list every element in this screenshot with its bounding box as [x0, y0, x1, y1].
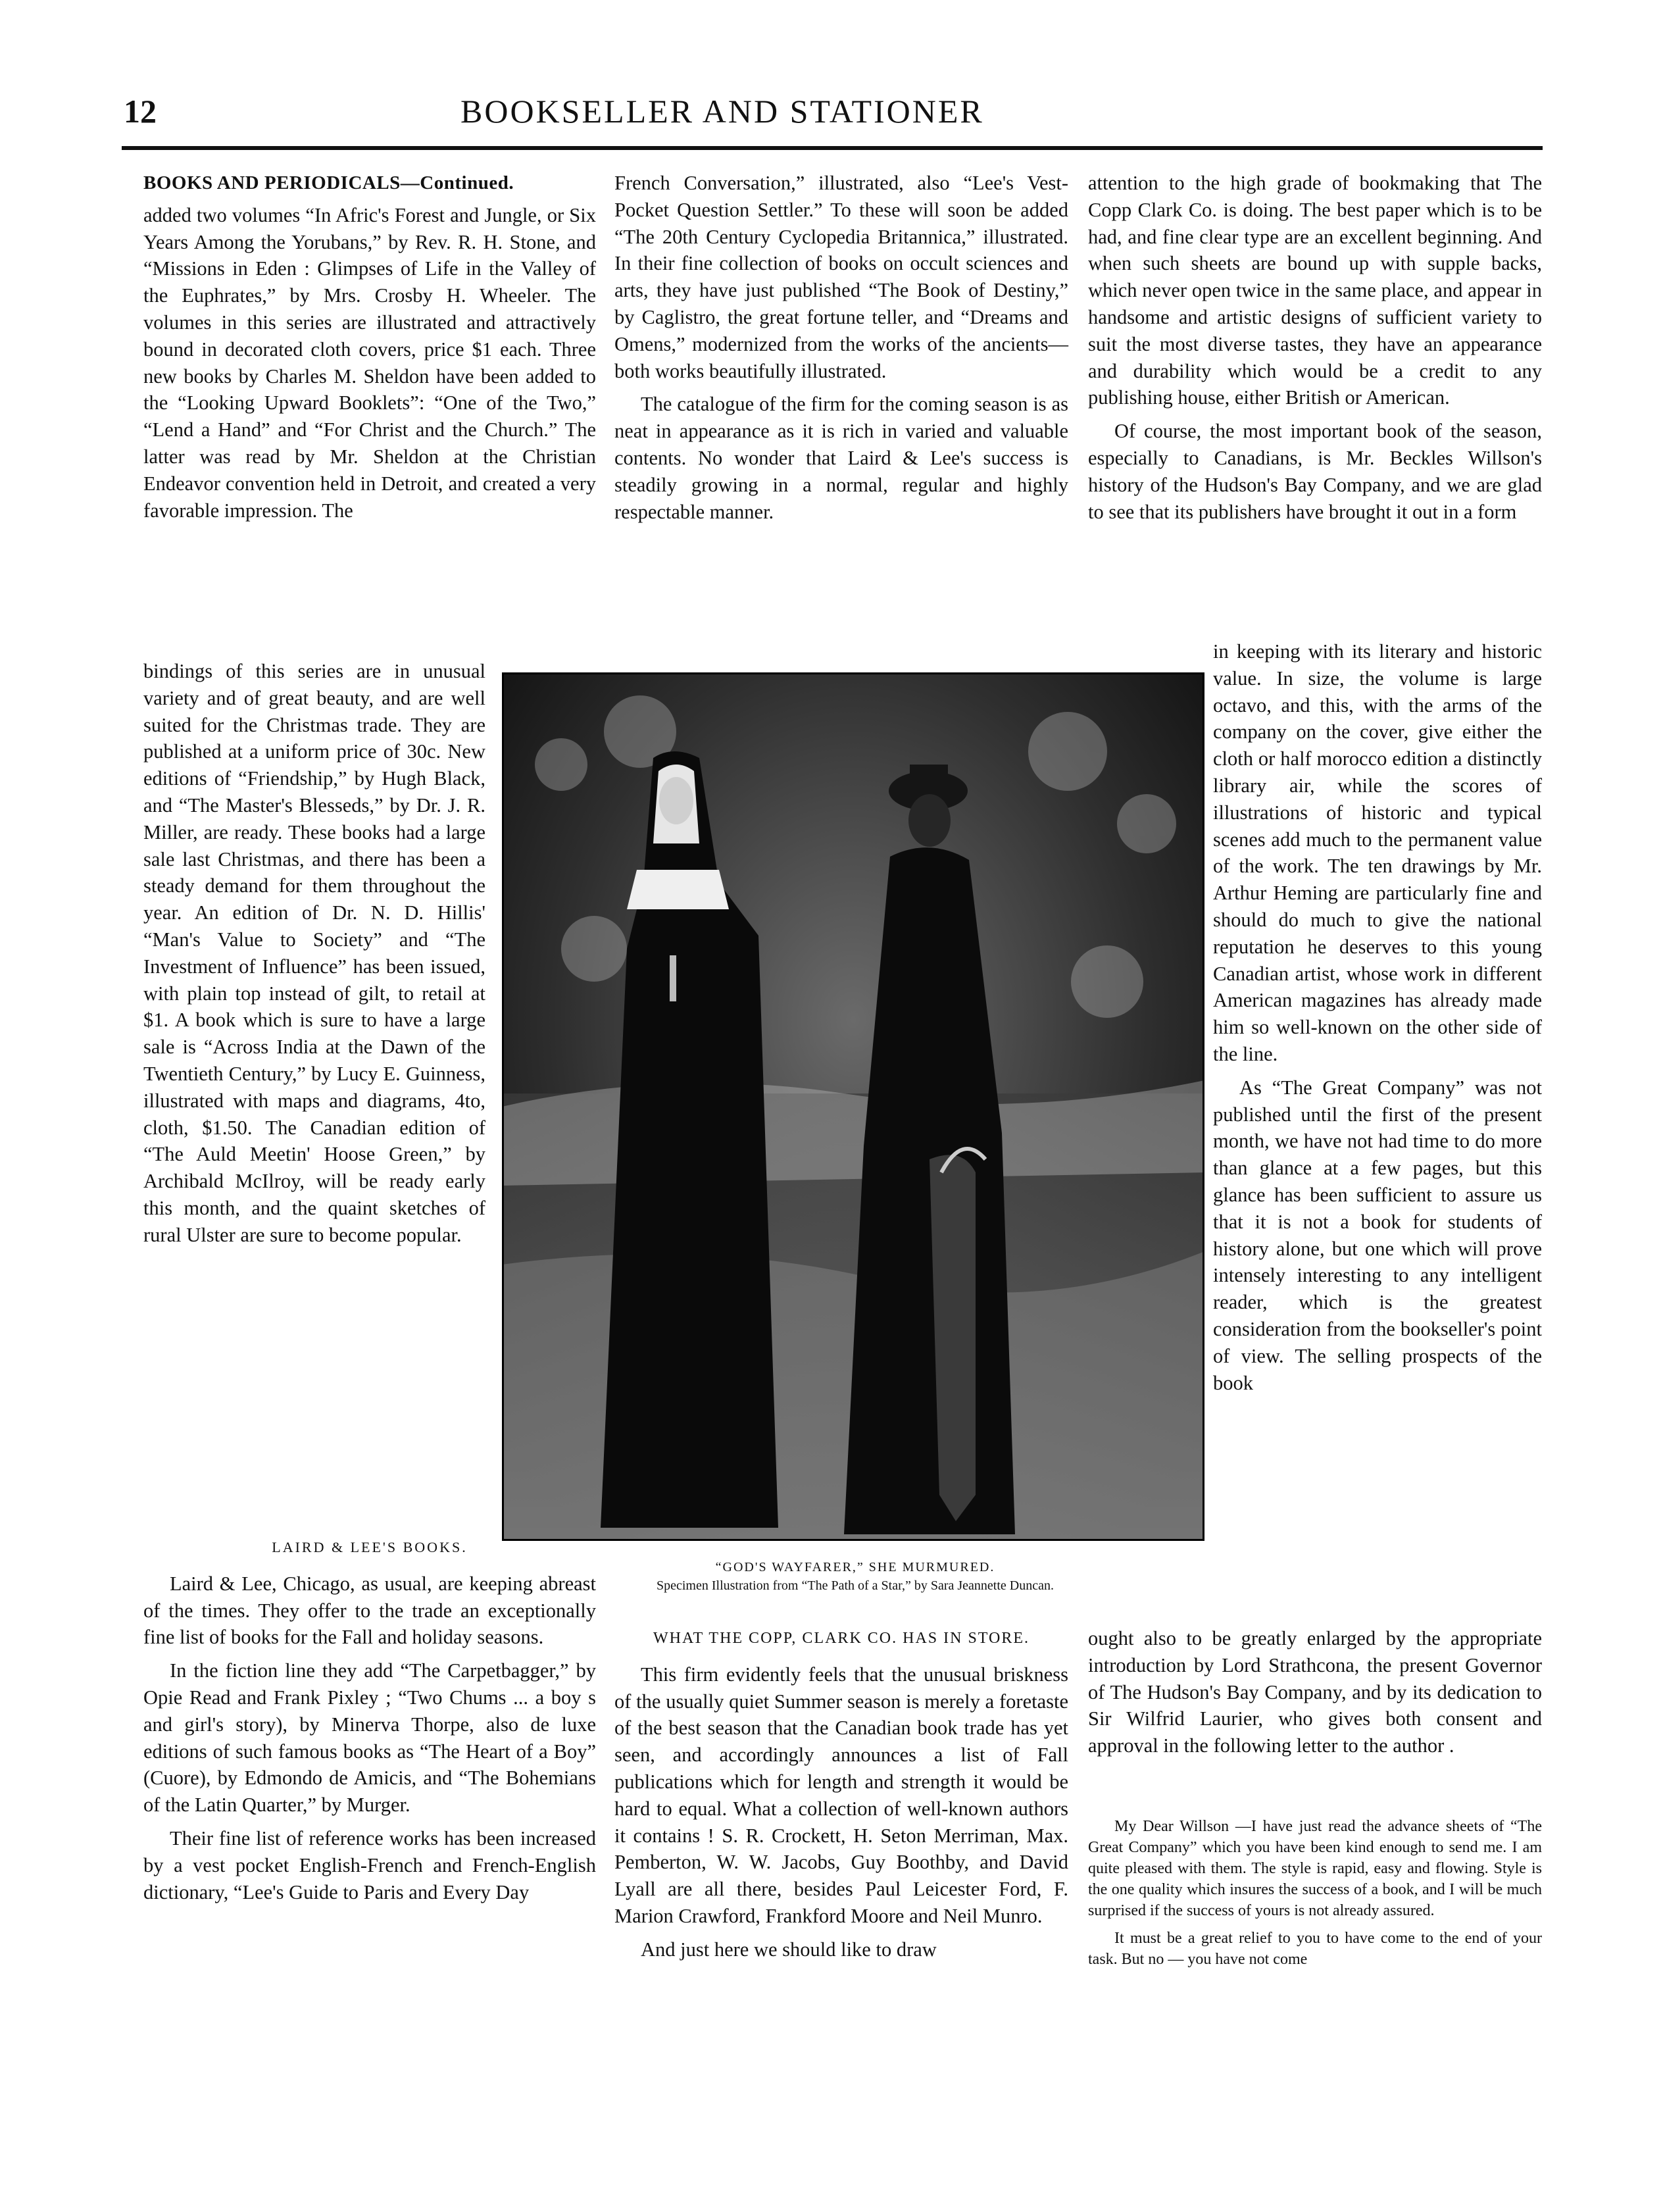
paragraph: Laird & Lee, Chicago, as usual, are keeping abreast of the times. They offer to the trade an exceptionally fine list of books for the Fall and holiday seasons. — [143, 1572, 596, 1649]
subheading-laird-lee: LAIRD & LEE'S BOOKS. — [272, 1539, 468, 1555]
paragraph: And just here we should like to draw — [641, 1938, 937, 1961]
paragraph: Their fine list of reference works has been increased by a vest pocket English-French and French-English dictionary, “Lee's Guide to Paris and Every Day — [143, 1826, 596, 1903]
paragraph: bindings of this series are in unusual variety and of great beauty, and are well suited for the Christmas trade. They are published at a uniform price of 30c. New editions of “Friendship,” by Hugh Black, and “The Master's Blesseds,” by Dr. J. R. Miller, are ready. These books had a large sale last Christmas, and there has been a steady demand for them throughout the year. An edition of Dr. N. D. Hillis' “Man's Value to Society” and “The Investment of Influence” has been issued, with plain top instead of gilt, to retail at $1. A book which is sure to have a large sale is “Across India at the Dawn of the Twentieth Century,” by Lucy E. Guinness, illustrated with maps and diagrams, 4to, cloth, $1.50. The Canadian edition of “The Auld Meetin' Hoose Green,” by Archibald McIlroy, will be ready early this month, and the quaint sketches of rural Ulster are sure to become popular. — [143, 660, 485, 1246]
paragraph: ought also to be greatly enlarged by the appropriate introduction by Lord Strathcona, the present Governor of The Hudson's Bay Company, and by its dedication to Sir Wilfrid Laurier, who gives both consent and approval in the following letter to the author . — [1088, 1627, 1542, 1757]
page-number: 12 — [124, 93, 157, 130]
paragraph: In the fiction line they add “The Carpetbagger,” by Opie Read and Frank Pixley ; “Two Chums ... a boy s and girl's story), by Minerva Thorpe, also de luxe editions of such famous books as “The Heart of a Boy” (Cuore), by Edmondo de Amicis, and “The Bohemians of the Latin Quarter,” by Murger. — [143, 1659, 596, 1817]
letter-paragraph: My Dear Willson —I have just read the advance sheets of “The Great Company” which you have been kind enough to send me. I am quite pleased with them. The style is rapid, easy and flowing. Style is the one quality which insures the success of a book, and I will be much surprised if the success of yours is not already assured. — [1088, 1818, 1542, 1919]
running-head: BOOKSELLER AND STATIONER — [460, 93, 984, 130]
paragraph: As “The Great Company” was not published until the first of the present month, we have not had time to do more than glance at a few pages, but this glance has been sufficient to assure us that it is not a book for students of history alone, but one which will prove intensely interesting to any intelligent reader, which is the greatest consideration from the bookseller's point of view. The selling prospects of the book — [1213, 1076, 1542, 1394]
paragraph: The catalogue of the firm for the coming season is as neat in appearance as it is rich in varied and valuable contents. No wonder that Laird & Lee's success is steadily growing in a normal, regular and highly respectable manner. — [614, 393, 1068, 523]
paragraph: in keeping with its literary and historic value. In size, the volume is large octavo, and this, with the arms of the company on the cover, give either the cloth or half morocco edition a distinctly library air, while the scores of illustrations of historic and typical scenes add much to the permanent value of the work. The ten drawings by Mr. Arthur Heming are particularly fine and should do much to give the national reputation he deserves to this young Canadian artist, whose work in different American magazines has already made him so well-known on the other side of the line. — [1213, 640, 1542, 1065]
letter-excerpt — [1088, 1816, 1542, 1976]
column-1-top — [143, 170, 596, 530]
column-3-bottom — [1088, 1625, 1542, 1766]
caption-credit: Specimen Illustration from “The Path of a Star,” by Sara Jeannette Duncan. — [656, 1578, 1054, 1593]
illustration-caption — [460, 1558, 1250, 1595]
letter-paragraph: It must be a great relief to you to have come to the end of your task. But no — you have not come — [1088, 1930, 1542, 1968]
paragraph: added two volumes “In Afric's Forest and Jungle, or Six Years Among the Yorubans,” by Rev. R. H. Stone, and “Missions in Eden : Glimpses of Life in the Valley of the Euphrates,” by Mrs. Crosby H. Wheeler. The volumes in this series are illustrated and attractively bound in decorated cloth covers, price $1 each. Three new books by Charles M. Sheldon have been added to the “Looking Upward Booklets”: “One of the Two,” “Lend a Hand” and “For Christ and the Church.” The latter was read by Mr. Sheldon at the Christian Endeavor convention held in Detroit, and created a very favorable impression. The — [143, 203, 596, 522]
column-3-wrap — [1213, 638, 1542, 1403]
paragraph: attention to the high grade of bookmaking that The Copp Clark Co. is doing. The best paper which is to be had, and fine clear type are an excellent beginning. And when such sheets are bound up with supple backs, which never open twice in the same place, and appear in handsome and artistic designs of sufficient variety to suit the most diverse tastes, they have an appearance and durability which would be a credit to any publishing house, either British or American. — [1088, 172, 1542, 409]
caption-title: “GOD'S WAYFARER,” SHE MURMURED. — [715, 1560, 995, 1574]
subheading-copp-clark: WHAT THE COPP, CLARK CO. HAS IN STORE. — [653, 1630, 1030, 1647]
paragraph: French Conversation,” illustrated, also “Lee's Vest-Pocket Question Settler.” To these will soon be added “The 20th Century Cyclopedia Britannica,” illustrated. In their fine collection of books on occult sciences and arts, they have just published “The Book of Destiny,” by Caglistro, the great fortune teller, and “Dreams and Omens,” modernized from the works of the ancients—both works beautifully illustrated. — [614, 172, 1068, 382]
column-2-top — [614, 170, 1068, 532]
illustration-photo — [502, 672, 1204, 1541]
header-rule — [122, 146, 1543, 150]
paragraph: This firm evidently feels that the unusual briskness of the usually quiet Summer season is merely a foretaste of the best season that the Canadian book trade has yet seen, and accordingly announces a list of Fall publications which for length and strength it would be hard to equal. What a collection of well-known authors it contains ! S. R. Crockett, H. Seton Merriman, Max. Pemberton, W. W. Jacobs, Guy Boothby, and David Lyall are all there, besides Paul Leicester Ford, F. Marion Crawford, Frankford Moore and Neil Munro. — [614, 1663, 1068, 1927]
paragraph: Of course, the most important book of the season, especially to Canadians, is Mr. Beckles Willson's history of the Hudson's Bay Company, and we are glad to see that its publishers have brought it out in a form — [1088, 420, 1542, 523]
column-1-wrap — [143, 658, 485, 1255]
illustration-drawing — [502, 672, 1204, 1541]
column-2-bottom — [614, 1625, 1068, 1970]
column-3-top — [1088, 170, 1542, 532]
section-heading: BOOKS AND PERIODICALS—Continued. — [143, 172, 514, 193]
